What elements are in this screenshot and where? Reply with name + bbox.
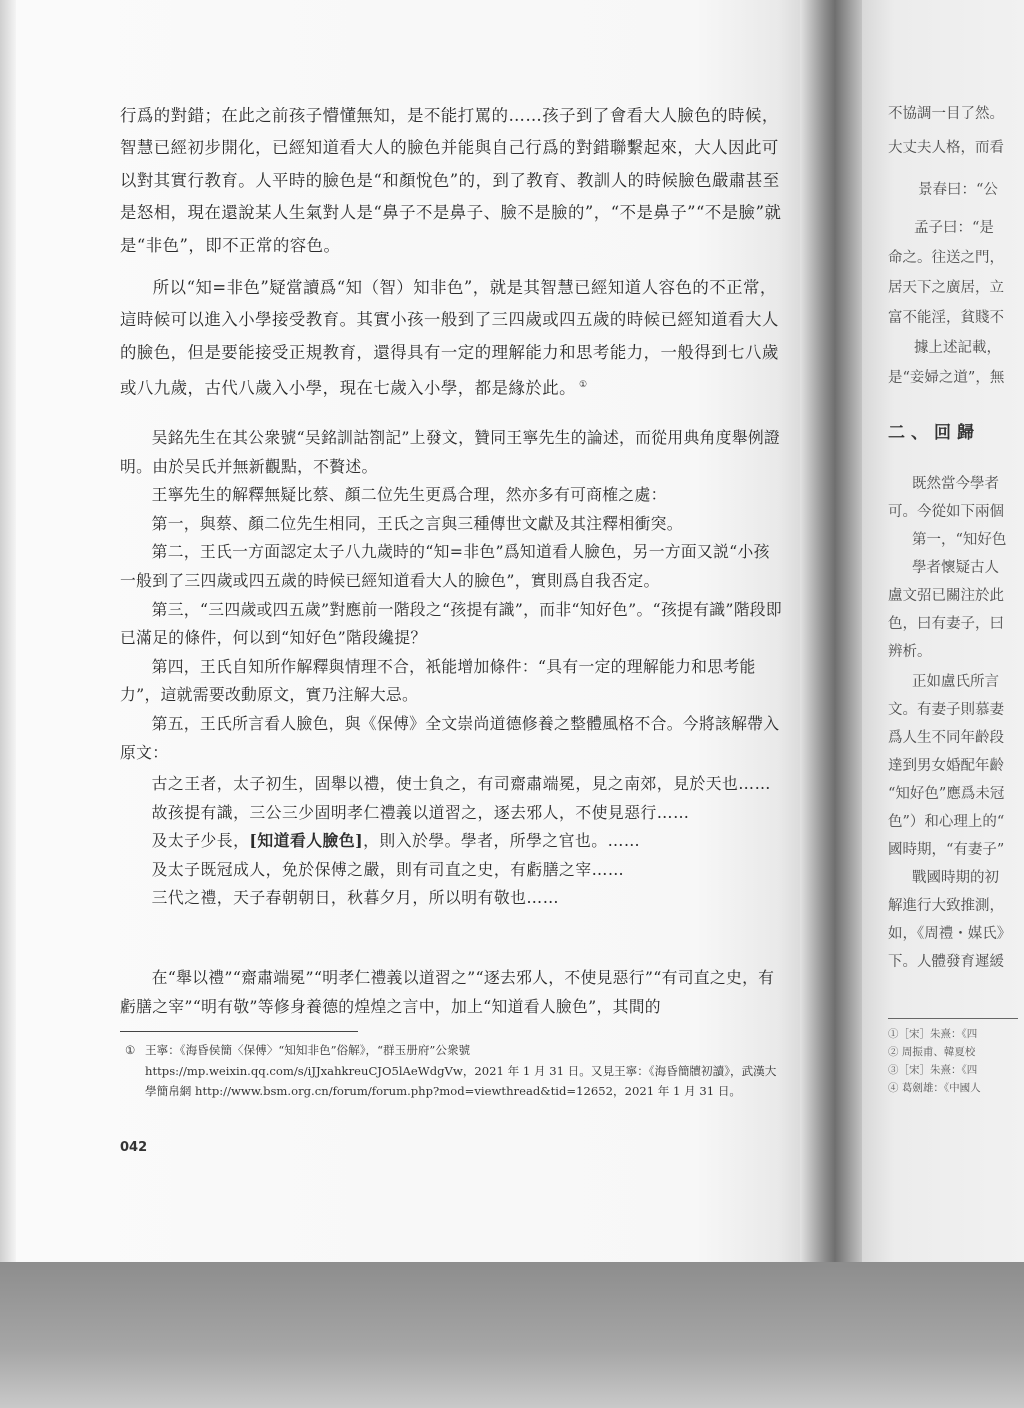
right-footnote-divider (888, 1018, 1018, 1019)
right-line: 是“妾婦之道”，無 (888, 370, 1005, 386)
quote-paragraph-2 (120, 272, 782, 405)
source-line-2: 故孩提有識，三公三少固明孝仁禮義以道習之，逐去邪人，不使見惡行…… (151, 802, 690, 822)
section-heading: 二、回歸 (888, 423, 980, 443)
footnote (125, 1040, 785, 1102)
right-footnote: ①［宋］朱熹：《四 (888, 1028, 978, 1040)
body-paragraph-1: 吴銘先生在其公衆號“吴銘訓詁劄記”上發文，贊同王寧先生的論述，而從用典角度舉例證明。由於吴氏并無新觀點，不贅述。 (120, 428, 781, 476)
footnote-divider (120, 1031, 358, 1032)
right-line: 第一，“知好色 (912, 532, 1007, 548)
right-line: 辨析。 (888, 644, 932, 660)
right-line: 戰國時期的初 (912, 870, 999, 886)
right-page (862, 0, 1024, 1262)
body-paragraph-3: 第一，與蔡、顏二位先生相同，王氏之言與三種傳世文獻及其注釋相衝突。 (151, 513, 683, 533)
scanner-background (0, 1262, 1024, 1408)
source-line-3-start: 及太子少長， (151, 831, 250, 851)
body-paragraph-4: 第二，王氏一方面認定太子八九歲時的“知=非色”爲知道看人臉色，另一方面又説“小孩一般到了三四歲或四五歲的時候已經知道看大人的臉色”，實則爲自我否定。 (120, 542, 770, 590)
right-line: 居天下之廣居，立 (888, 280, 1004, 296)
right-line: 色，曰有妻子，曰 (888, 616, 1004, 632)
right-line: 文。有妻子則慕妻 (888, 702, 1004, 718)
right-line: 既然當今學者 (912, 476, 999, 492)
right-line: 色”）和心理上的“ (888, 814, 1005, 830)
right-footnote: ③［宋］朱熹：《四 (888, 1064, 978, 1076)
page-number: 042 (120, 1140, 148, 1155)
right-line: 解進行大致推測， (888, 898, 1004, 914)
right-line: 不協調一目了然。 (888, 106, 1004, 122)
quoted-commentary (120, 100, 782, 405)
right-line: 孟子曰：“是 (914, 220, 994, 236)
right-line: 盧文弨已關注於此 (888, 588, 1004, 604)
right-line: 爲人生不同年齡段 (888, 730, 1004, 746)
right-line: 富不能淫，貧賤不 (888, 310, 1004, 326)
right-line: “知好色”應爲未冠 (888, 786, 1005, 802)
page-edge-shadow (0, 0, 16, 1262)
footnote-text: 王寧：《海昏侯簡〈保傅〉“知知非色”俗解》，“群玉册府”公衆號 https://mp.weixin.qq.com/s/iJJxahkreuCJO5lAeWdgVw，2021 年 1 月 31 日。又見王寧：《海昏簡牘初讀》，武漢大學簡帛網 http://www.bsm.org.cn/forum/forum.php?mod=viewthread&tid=12652，2021 年 1 月 31 日。 (145, 1043, 777, 1098)
body-paragraph-7: 第五，王氏所言看人臉色，與《保傅》全文崇尚道德修養之整體風格不合。今將該解帶入原文： (120, 713, 780, 762)
right-line: 下。人體發育遲緩 (888, 954, 1004, 970)
right-line: 學者懷疑古人 (912, 560, 999, 576)
right-footnote: ② 周振甫、韓夏校 (888, 1046, 976, 1058)
source-quotation (120, 770, 782, 913)
right-line: 達到男女婚配年齡 (888, 758, 1004, 774)
right-line: 正如盧氏所言 (912, 674, 999, 690)
quote-paragraph-2-text: 所以“知=非色”疑當讀爲“知（智）知非色”，就是其智慧已經知道人容色的不正常，這時候可以進入小學接受教育。其實小孩一般到了三四歲或四五歲的時候已經知道看大人的臉色，但是要能接受正規教育，還得具有一定的理解能力和思考能力，一般得到七八歲或八九歲，古代八歲入小學，現在七歲入小學，都是緣於此。 (120, 278, 779, 398)
right-line: 大丈夫人格，而看 (888, 140, 1004, 156)
inserted-gloss: [知道看人臉色] (249, 831, 364, 851)
source-line-1: 古之王者，太子初生，固舉以禮，使士負之，有司齋肅端冕，見之南郊，見於天也…… (151, 774, 771, 793)
right-line: 命之。往送之門， (888, 250, 1004, 266)
body-paragraph-5: 第三，“三四歲或四五歲”對應前一階段之“孩提有識”，而非“知好色”。“孩提有識”階段即已滿足的條件，何以到“知好色”階段纔提？ (120, 599, 782, 648)
source-line-3 (120, 827, 782, 856)
right-line: 可。今從如下兩個 (888, 504, 1004, 520)
right-line: 據上述記載， (914, 340, 1001, 356)
closing-paragraph: 在“舉以禮”“齋肅端冕”“明孝仁禮義以道習之”“逐去邪人，不使見惡行”“有司直之史，有虧膳之宰”“明有敬”等修身養德的煌煌之言中，加上“知道看人臉色”，其間的 (120, 968, 775, 1016)
book-gutter (800, 0, 870, 1262)
footnote-marker: ① (125, 1043, 136, 1057)
source-line-3-end: ，則入於學。學者，所學之官也。…… (363, 831, 641, 851)
body-paragraph-2: 王寧先生的解釋無疑比蔡、顏二位先生更爲合理，然亦多有可商榷之處： (151, 485, 667, 505)
right-line: 景春曰：“公 (918, 182, 998, 198)
footnote-reference[interactable]: ① (579, 380, 588, 391)
source-line-5: 三代之禮，天子春朝朝日，秋暮夕月，所以明有敬也…… (151, 888, 560, 908)
right-line: 如，《周禮・媒氏》 (888, 926, 1012, 942)
source-line-4: 及太子既冠成人，免於保傅之嚴，則有司直之史，有虧膳之宰…… (151, 859, 625, 879)
right-footnote: ④ 葛劍雄：《中國人 (888, 1082, 981, 1094)
body-paragraph-6: 第四，王氏自知所作解釋與情理不合，衹能增加條件：“具有一定的理解能力和思考能力”，這就需要改動原文，實乃注解大忌。 (120, 656, 756, 705)
closing-text (120, 964, 782, 1021)
right-line: 國時期，“有妻子” (888, 842, 1005, 858)
quote-paragraph-1: 行爲的對錯；在此之前孩子懵懂無知，是不能打罵的……孩子到了會看大人臉色的時候，智慧已經初步開化，已經知道看大人的臉色并能與自己行爲的對錯聯繫起來，大人因此可以對其實行教育。人平時的臉色是“和顏悅色”的，到了教育、教訓人的時候臉色嚴肅甚至是怒相，現在還說某人生氣對人是“鼻子不是鼻子、臉不是臉的”，“不是鼻子”“不是臉”就是“非色”，即不正常的容色。 (120, 106, 782, 255)
main-text (120, 424, 782, 767)
